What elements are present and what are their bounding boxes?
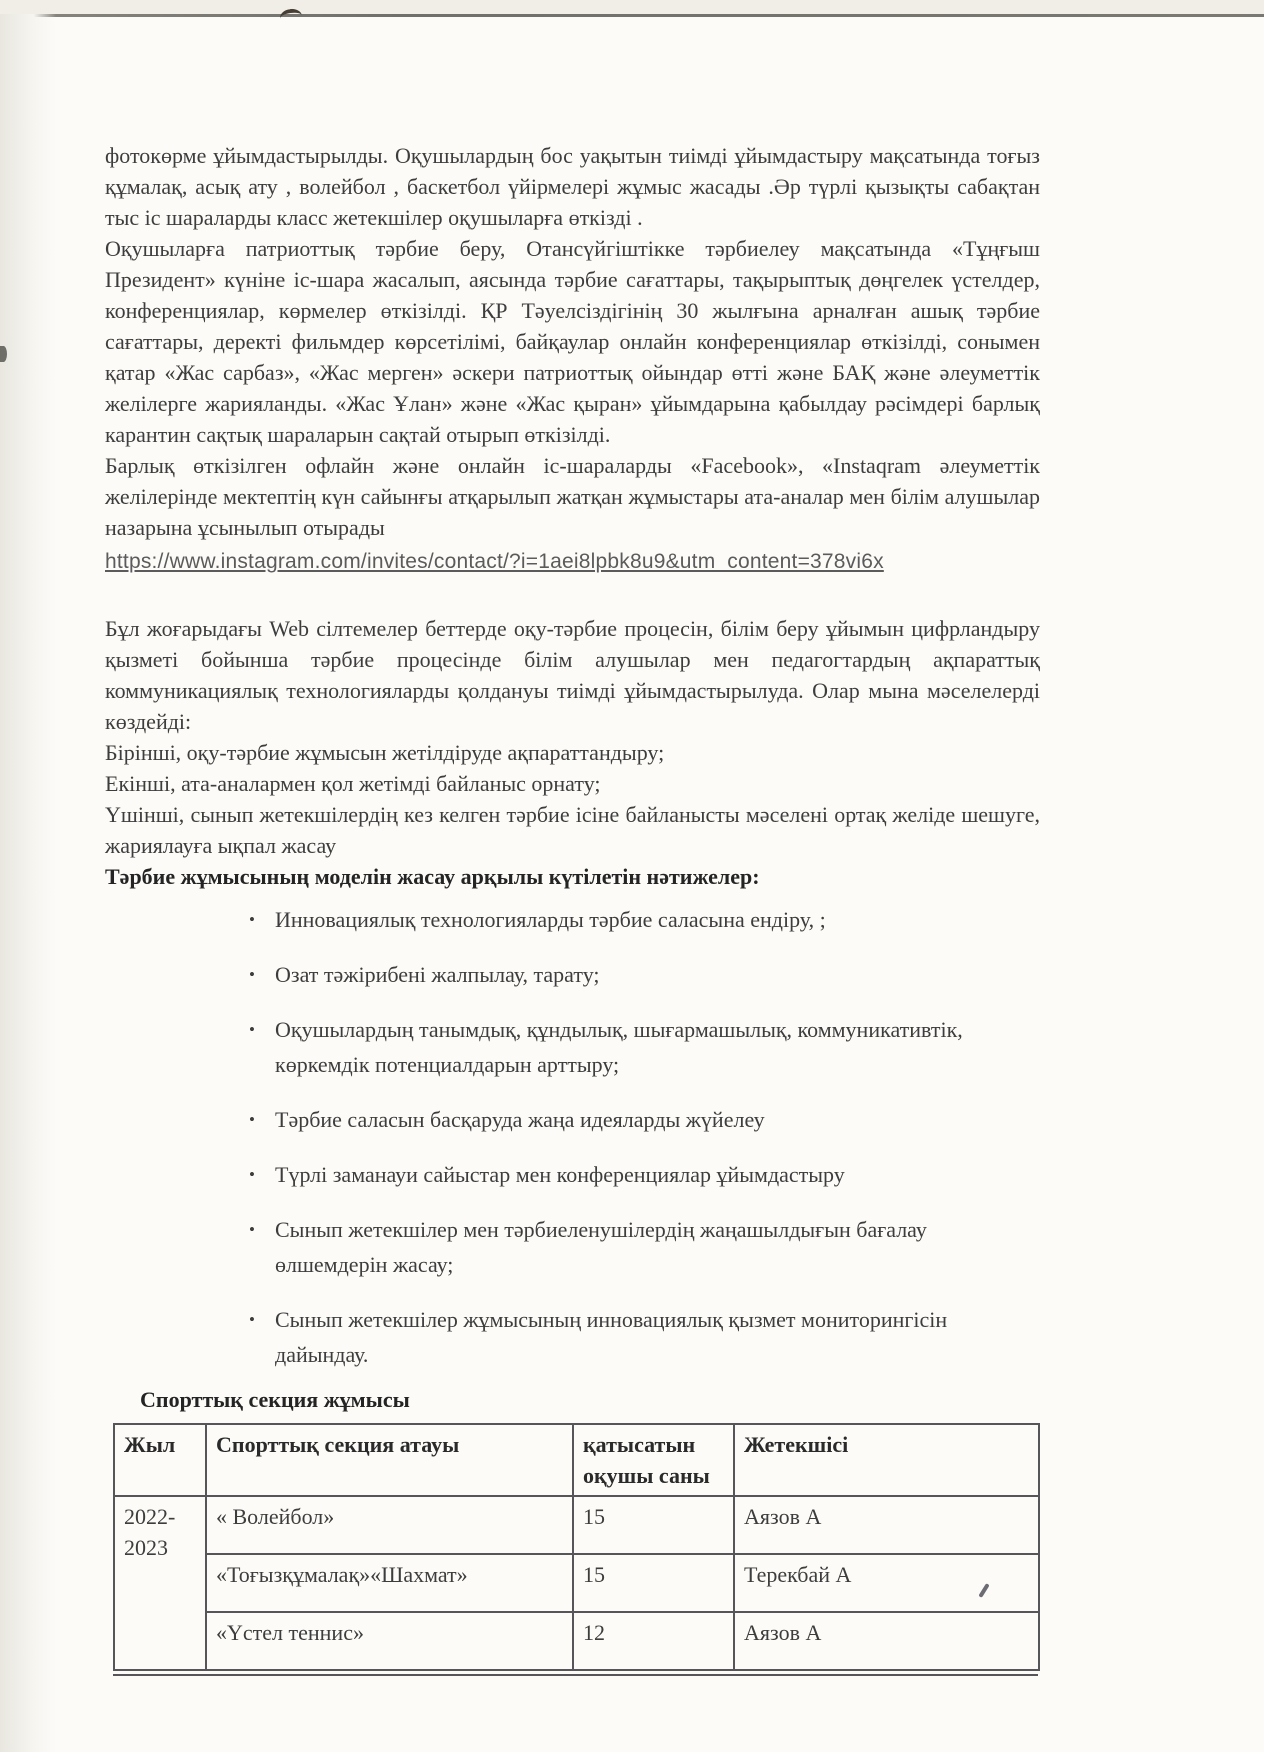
bullet-icon: • xyxy=(249,965,255,984)
cell-leader: Аязов А xyxy=(734,1496,1039,1554)
numbered-point-third: Үшінші, сынып жетекшілердің кез келген тәрбие ісіне байланысты мәселені ортақ желіде шешуге, жариялауға ықпал жасау xyxy=(105,802,1040,858)
sports-table-container xyxy=(113,1423,1038,1676)
table-row xyxy=(114,1554,1039,1612)
cell-section-name: «Тоғызқұмалақ»«Шахмат» xyxy=(206,1554,573,1612)
table-row xyxy=(114,1612,1039,1670)
bullet-item xyxy=(243,902,1040,937)
cell-section-name: «Үстел теннис» xyxy=(206,1612,573,1670)
table-header-row xyxy=(114,1424,1039,1496)
expected-results-heading: Тәрбие жұмысының моделін жасау арқылы күтілетін нәтижелер: xyxy=(105,864,760,889)
cell-student-count: 15 xyxy=(573,1554,734,1612)
bullet-icon: • xyxy=(249,1220,255,1239)
scan-edge-line xyxy=(26,14,1264,17)
left-edge-mark xyxy=(0,346,7,362)
document-body xyxy=(105,140,1040,1676)
cell-leader: Аязов А xyxy=(734,1612,1039,1670)
bullet-text: Түрлі заманауи сайыстар мен конференциялар ұйымдастыру xyxy=(275,1162,845,1187)
cell-leader: Терекбай А xyxy=(734,1554,1039,1612)
bullet-text: Сынып жетекшілер мен тәрбиеленушілердің жаңашылдығын бағалау өлшемдерін жасау; xyxy=(275,1217,927,1277)
bullet-icon: • xyxy=(249,1310,255,1329)
bullet-item xyxy=(243,957,1040,992)
bullet-text: Сынып жетекшілер жұмысының инновациялық қызмет мониторингісін дайындау. xyxy=(275,1307,948,1367)
bullet-text: Оқушылардың танымдық, құндылық, шығармашылық, коммуникативтік, көркемдік потенциалдарын арттыру; xyxy=(275,1017,963,1077)
bullet-item xyxy=(243,1157,1040,1192)
bullet-icon: • xyxy=(249,1165,255,1184)
numbered-point-second: Екінші, ата-аналармен қол жетімді байланыс орнату; xyxy=(105,771,601,796)
bullet-item xyxy=(243,1102,1040,1137)
bullet-item xyxy=(243,1012,1040,1082)
column-header-section-name: Спорттық секция атауы xyxy=(206,1424,573,1496)
table-row xyxy=(114,1496,1039,1554)
bullet-text: Озат тәжірибені жалпылау, тарату; xyxy=(275,962,600,987)
bullet-text: Тәрбие саласын басқаруда жаңа идеяларды жүйелеу xyxy=(275,1107,765,1132)
sports-section-heading: Спорттық секция жұмысы xyxy=(140,1387,410,1412)
cell-student-count: 15 xyxy=(573,1496,734,1554)
cell-year: 2022-2023 xyxy=(114,1496,206,1670)
column-header-leader: Жетекшісі xyxy=(734,1424,1039,1496)
bullet-item xyxy=(243,1212,1040,1282)
bullet-text: Инновациялық технологияларды тәрбие саласына ендіру, ; xyxy=(275,907,826,932)
bullet-icon: • xyxy=(249,1020,255,1039)
scan-top-edge xyxy=(0,0,1264,14)
column-header-year: Жыл xyxy=(114,1424,206,1496)
column-header-student-count: қатысатын оқушы саны xyxy=(573,1424,734,1496)
expected-results-list xyxy=(105,902,1040,1372)
paragraph-social-media: Барлық өткізілген офлайн және онлайн іс-шараларды «Facebook», «Instaqram әлеуметтік желілерінде мектептің күн сайынғы атқарылып жатқан жұмыстары ата-аналар мен білім алушылар назарына ұсынылып отырады xyxy=(105,453,1040,540)
bullet-item xyxy=(243,1302,1040,1372)
bullet-icon: • xyxy=(249,910,255,929)
instagram-invite-link[interactable]: https://www.instagram.com/invites/contact/?i=1aei8lpbk8u9&utm_content=378vi6x xyxy=(105,550,884,573)
paragraph-clubs-overview: фотокөрме ұйымдастырылды. Оқушылардың бос уақытын тиімді ұйымдастыру мақсатында тоғыз құмалақ, асық ату , волейбол , баскетбол үйірмелері жұмыс жасады .Әр түрлі қызықты сабақтан тыс іс шараларды класс жетекшілер оқушыларға өткізді . xyxy=(105,143,1040,230)
sports-sections-table xyxy=(113,1423,1040,1671)
paragraph-patriotic-education: Оқушыларға патриоттық тәрбие беру, Отансүйгіштікке тәрбиелеу мақсатында «Тұңғыш Президент» күніне іс-шара жасалып, аясында тәрбие сағаттары, тақырыптық дөңгелек үстелдер, конференциялар, көрмелер өткізілді. ҚР Тәуелсіздігінің 30 жылғына арналған ашық тәрбие сағаттары, деректі фильмдер көрсетілімі, байқаулар онлайн конференциялар өткізілді, сонымен қатар «Жас сарбаз», «Жас мерген» әскери патриоттық ойындар өтті және БАҚ және әлеуметтік желілерге жарияланды. «Жас Ұлан» және «Жас қыран» ұйымдарына қабылдау рәсімдері барлық карантин сақтық шараларын сақтай отырып өткізілді. xyxy=(105,236,1040,447)
scan-left-edge xyxy=(0,14,56,1752)
numbered-point-first: Бірінші, оқу-тәрбие жұмысын жетілдіруде ақпараттандыру; xyxy=(105,740,665,765)
paragraph-web-links: Бұл жоғарыдағы Web сілтемелер беттерде оқу-тәрбие процесін, білім беру ұйымын цифрландыру қызметі бойынша тәрбие процесінде білім алушылар мен педагогтардың ақпараттық коммуникациялық технологияларды қолдануы тиімді ұйымдастырылуда. Олар мына мәселелерді көздейді: xyxy=(105,616,1040,734)
cell-section-name: « Волейбол» xyxy=(206,1496,573,1554)
cell-student-count: 12 xyxy=(573,1612,734,1670)
bullet-icon: • xyxy=(249,1110,255,1129)
